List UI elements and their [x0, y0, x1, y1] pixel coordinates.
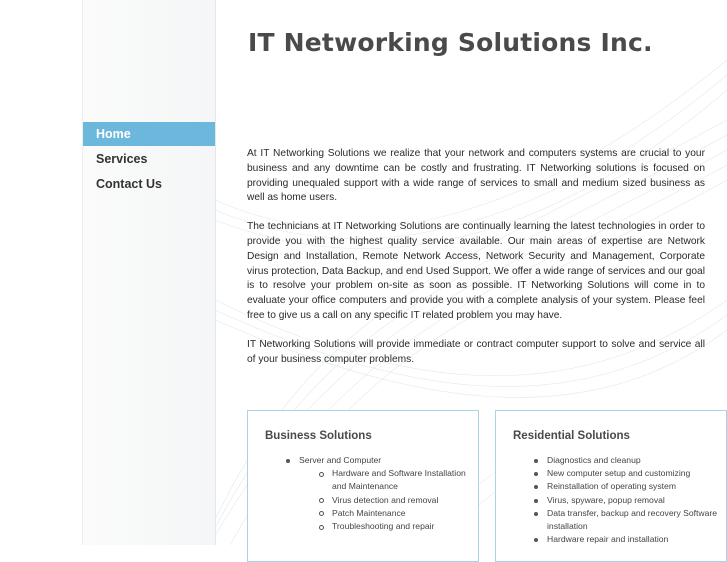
business-solutions-box: [247, 410, 479, 562]
list-item-label: Server and Computer: [299, 455, 382, 465]
list-item: [534, 533, 724, 546]
bullet-icon: [534, 512, 538, 516]
list-item-label: Troubleshooting and repair: [332, 521, 435, 532]
bullet-icon: [534, 485, 538, 489]
circle-bullet-icon: [319, 498, 324, 503]
list-item-label: Virus detection and removal: [332, 494, 439, 505]
list-item: [534, 494, 724, 507]
circle-bullet-icon: [319, 511, 324, 516]
circle-bullet-icon: [319, 525, 324, 530]
list-item-label: New computer setup and customizing: [547, 468, 691, 479]
support-paragraph: IT Networking Solutions will provide immediate or contract computer support to solve and service all of your business computer problems.: [247, 338, 705, 365]
nav-item-contact-us[interactable]: Contact Us: [96, 177, 162, 191]
sidebar: [82, 0, 216, 545]
list-item-label: Hardware repair and installation: [547, 534, 669, 545]
list-item: [534, 454, 724, 467]
list-item: [319, 507, 478, 520]
list-item-label: Reinstallation of operating system: [547, 481, 676, 492]
main-content: [247, 147, 705, 381]
residential-solutions-heading: Residential Solutions: [513, 430, 630, 442]
bullet-icon: [534, 538, 538, 542]
list-item: [534, 480, 724, 493]
main-nav: [83, 122, 215, 197]
site-title: IT Networking Solutions Inc.: [248, 28, 653, 57]
bullet-icon: [534, 472, 538, 476]
residential-solutions-list: [534, 454, 724, 546]
list-item-label: Data transfer, backup and recovery Software installation: [547, 507, 718, 532]
technicians-paragraph: The technicians at IT Networking Solutions are continually learning the latest technologies in order to provide you with the highest quality service available. Our main areas of expertise are Network Design and Installation, Remote Network Access, Network Security and Management, Corporate virus protection, Data Backup, and end Used Support. We offer a wide range of services and our goal is to resolve your problem on-site as soon as possible. IT Networking Solutions will come in to evaluate your office computers and provide you with a complete analysis of your system. Please feel free to give us a call on any specific IT related problem you may have.: [247, 221, 705, 321]
list-item-label: Diagnostics and cleanup: [547, 455, 641, 465]
nav-item-services[interactable]: Services: [96, 152, 148, 166]
intro-paragraph: At IT Networking Solutions we realize that your network and computers systems are crucial to your business and any downtime can be costly and frustrating. IT Networking solutions is focused on providing unequaled support with a wide range of services to small and medium sized business as well as home users.: [247, 148, 705, 204]
list-item: [534, 507, 724, 533]
bullet-icon: [286, 459, 290, 463]
list-item: [319, 520, 478, 533]
circle-bullet-icon: [319, 472, 324, 477]
list-item-label: Hardware and Software Installation and Maintenance: [332, 468, 466, 492]
list-item: [534, 467, 724, 480]
list-item-label: Patch Maintenance: [332, 507, 406, 518]
residential-solutions-box: [495, 410, 727, 562]
business-solutions-list: [286, 454, 478, 533]
nav-item-home[interactable]: Home: [83, 122, 215, 146]
bullet-icon: [534, 499, 538, 503]
bullet-icon: [534, 459, 538, 463]
business-solutions-heading: Business Solutions: [265, 430, 372, 442]
business-sub-list: [299, 467, 478, 533]
list-item: [286, 454, 478, 533]
list-item-label: Virus, spyware, popup removal: [547, 494, 665, 505]
list-item: [319, 467, 478, 493]
list-item: [319, 494, 478, 507]
